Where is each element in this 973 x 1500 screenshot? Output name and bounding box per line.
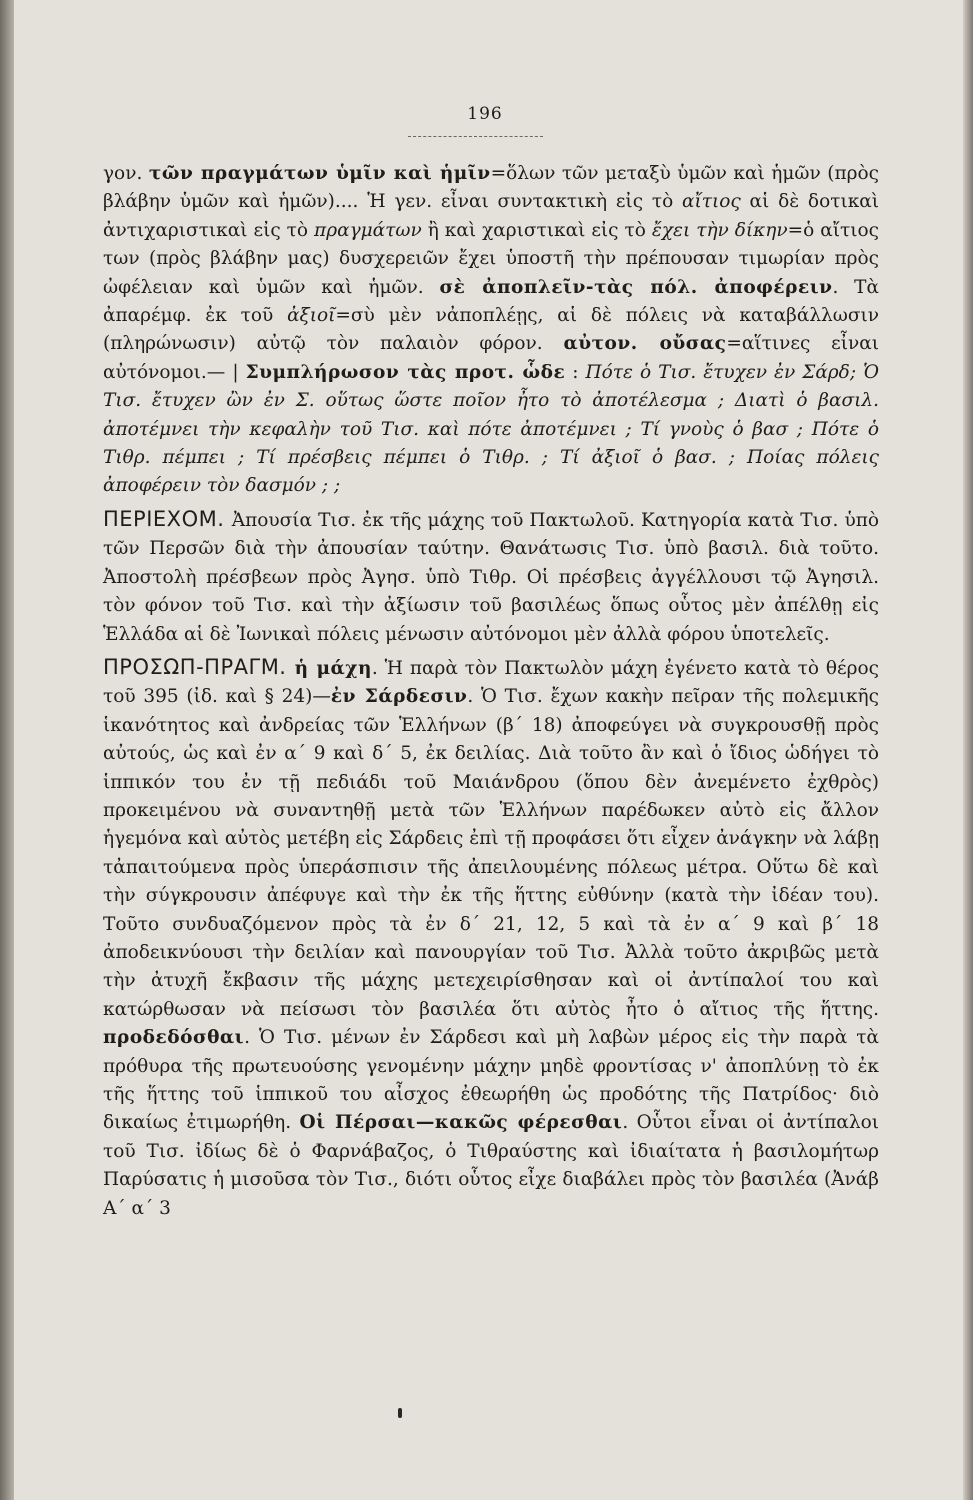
page-edge-right (963, 0, 973, 1500)
bold-keyword: προδεδόσθαι (103, 1027, 245, 1049)
plain-text: : (565, 361, 586, 383)
italic-text: ἔχει τὴν δίκην (651, 219, 788, 241)
plain-text: =αἵτινες εἶναι αὐτόνομοι.— | (103, 333, 880, 383)
section-heading: ΠΕΡΙΕΧΟΜ. (103, 506, 232, 531)
bold-keyword: Συμπλήρωσον τὰς προτ. ὧδε (245, 361, 566, 383)
plain-text: . Ἡ παρὰ τὸν Πακτωλὸν μάχη ἐγένετο κατὰ τὸ θέρος τοῦ 395 (ἰδ. καὶ § 24)— (103, 657, 879, 708)
commentary-paragraph (103, 160, 879, 501)
plain-text: . Οὗτοι εἶναι οἱ ἀντίπαλοι τοῦ Τισ. ἰδίως δὲ ὁ Φαρνάβαζος, ὁ Τιθραύστης καὶ ἰδιαίτατα ἡ βασιλομήτωρ Παρύσατις ἡ μισοῦσα τὸν Τισ., διότι οὗτος εἶχε διαβάλει πρὸς τὸν βασιλέα (Ἀνάβ Α΄ α΄ 3 (103, 1112, 879, 1219)
bold-keyword: τῶν πραγμάτων ὑμῖν καὶ ἡμῖν (148, 163, 491, 184)
page-number: 196 (467, 104, 503, 124)
plain-text: . Ὁ Τισ. ἔχων κακὴν πεῖραν τῆς πολεμικῆς ἱκανότητος καὶ ἀνδρείας τῶν Ἑλλήνων (β΄ 18) ἀποφεύγει νὰ συγκρουσθῇ πρὸς αὐτούς, ὡς καὶ ἐν α΄ 9 καὶ δ΄ 5, ἐκ δειλίας. Διὰ τοῦτο ἂν καὶ ὁ ἴδιος ὡδήγει τὸ ἱππικόν του ἐν τῇ πεδιάδι τοῦ Μαιάνδρου (ὅπου δὲν ἀνεμένετο ἐχθρὸς) προκειμένου νὰ συναντηθῇ μετὰ τῶν Ἑλλήνων παρέδωκεν αὐτὸ εἰς ἄλλον ἡγεμόνα καὶ αὐτὸς μετέβη εἰς Σάρδεις ἐπὶ τῇ προφάσει ὅτι εἶχεν ἀνάγκην νὰ λάβῃ τἀπαιτούμενα πρὸς ὑπεράσπισιν τῆς ἀπειλουμένης πόλεως μέτρα. Οὕτω δὲ καὶ τὴν σύγκρουσιν ἀπέφυγε καὶ τὴν ἐκ τῆς ἥττης εὐθύνην (κατὰ τὴν ἰδέαν του). Τοῦτο συνδυαζόμενον πρὸς τὰ ἐν δ΄ 21, 12, 5 καὶ τὰ ἐν α΄ 9 καὶ β΄ 18 ἀποδεικνύουσι τὴν δειλίαν καὶ πανουργίαν τοῦ Τισ. Ἀλλὰ τοῦτο ἀκριβῶς μετὰ τὴν ἀτυχῆ ἔκβασιν τῆς μάχης μετεχειρίσθησαν καὶ οἱ ἀντίπαλοί του καὶ κατώρθωσαν νὰ πείσωσι τὸν βασιλέα ὅτι αὐτὸς ἦτο ὁ αἴτιος τῆς ἥττης. (103, 686, 879, 1020)
page-header (0, 104, 973, 144)
plain-text: . Ὁ Τισ. μένων ἐν Σάρδεσι καὶ μὴ λαβὼν μέρος εἰς τὴν παρὰ τὰ πρόθυρα τῆς πρωτευούσης γενομένην μάχην μηδὲ φροντίσας ν' ἀπoπλύνῃ τὸ ἐκ τῆς ἥττης τοῦ ἱππικοῦ του αἶσχος ἐθεωρήθη ὡς προδότης τῆς Πατρίδος· διὸ δικαίως ἐτιμωρήθη. (103, 1027, 879, 1134)
bold-keyword: ἐν Σάρδεσιν (330, 686, 468, 708)
plain-text: =σὺ μὲν νἀποπλέῃς, αἱ δὲ πόλεις νὰ καταβάλλωσιν (πληρώνωσιν) αὐτῷ τὸν παλαιὸν φόρον. (103, 305, 879, 355)
italic-text: ἀξιοῖ (287, 305, 336, 327)
plain-text: Ἀπουσία Τισ. ἐκ τῆς μάχης τοῦ Πακτωλοῦ. Κατηγορία κατὰ Τισ. ὑπὸ τῶν Περσῶν διὰ τὴν ἀπουσίαν ταύτην. Θανάτωσις Τισ. ὑπὸ βασιλ. διὰ τοῦτο. Ἀποστολὴ πρέσβεων πρὸς Ἀγησ. ὑπὸ Τιθρ. Οἱ πρέσβεις ἀγγέλλουσι τῷ Ἀγησιλ. τὸν φόνον τοῦ Τισ. καὶ τὴν ἀξίωσιν τοῦ βασιλέως ὅπως οὗτος μὲν ἀπέλθῃ εἰς Ἑλλάδα αἱ δὲ Ἰωνικαὶ πόλεις μένωσιν αὐτόνομοι μὲν ἀλλὰ φόρου ὑποτελεῖς. (103, 509, 879, 645)
italic-text: αἴτιος (682, 191, 741, 213)
bold-keyword: ἡ μάχη (294, 657, 372, 679)
body-text (103, 160, 879, 1223)
plain-text: αἱ δὲ δοτικαὶ ἀντιχαριστικαὶ εἰς τὸ (103, 191, 880, 241)
header-rule (408, 136, 543, 137)
plain-text: =ὅλων τῶν μεταξὺ ὑμῶν καὶ ἡμῶν (πρὸς βλάβην ὑμῶν καὶ ἡμῶν).... Ἡ γεν. εἶναι συντακτικὴ εἰς τὸ (103, 163, 880, 213)
plain-text: . Τὰ ἀπαρέμφ. ἐκ τοῦ (103, 276, 879, 327)
italic-text: Πότε ὁ Τισ. ἔτυχεν ἐν Σάρδ; Ὁ Τισ. ἔτυχεν ὢν ἐν Σ. οὕτως ὥστε ποῖον ἦτο τὸ ἀποτέλεσμα ; Διατὶ ὁ βασιλ. ἀποτέμνει τὴν κεφαλὴν τοῦ Τισ. καὶ πότε ἀποτέμνει ; Τί γνοὺς ὁ βασ ; Πότε ὁ Τιθρ. πέμπει ; Τί πρέσβεις πέμπει ὁ Τιθρ. ; Τί ἀξιοῖ ὁ βασ. ; Ποίας πόλεις ἀποφέρειν τὸν δασμόν ; ; (103, 361, 879, 497)
bold-keyword: Οἱ Πέρσαι—κακῶς φέρεσθαι (299, 1112, 623, 1134)
italic-text: πραγμάτων (314, 219, 422, 241)
persons-facts-section (103, 653, 879, 1223)
ink-dot (398, 1408, 402, 1418)
bold-keyword: αὐτον. οὔσας (563, 333, 727, 355)
bold-keyword: σὲ ἀποπλεῖν-τὰς πόλ. ἀποφέρειν (439, 276, 833, 298)
page-edge-left (0, 0, 14, 1500)
contents-section (103, 505, 879, 649)
plain-text: ἢ καὶ χαριστικαὶ εἰς τὸ (421, 219, 652, 241)
plain-text: γον. (103, 163, 149, 184)
section-heading: ΠΡΟΣΩΠ-ΠΡΑΓΜ. (103, 654, 295, 679)
plain-text: =ὁ αἴτιος των (πρὸς βλάβην μας) δυσχερειῶν ἔχει ὑποστῆ τὴν πρέπουσαν τιμωρίαν πρὸς ὠφέλειαν καὶ ὑμῶν καὶ ἡμῶν. (103, 219, 880, 298)
